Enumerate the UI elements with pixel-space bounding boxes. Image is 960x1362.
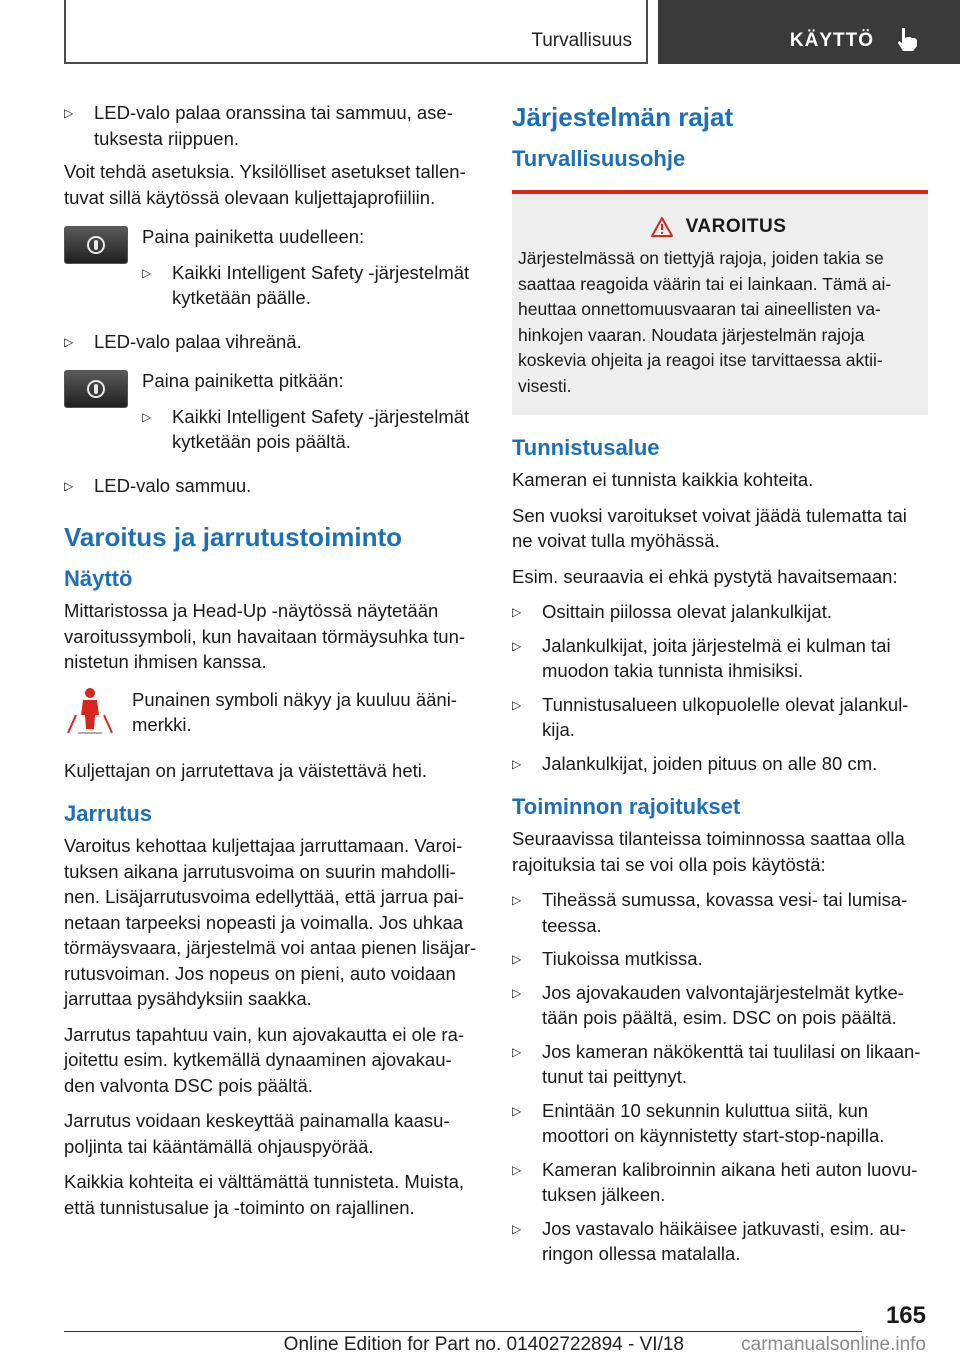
subsection-heading: Näyttö <box>64 566 133 591</box>
bullet-triangle-icon: ▷ <box>64 478 74 493</box>
list-item: ▷ Kaikki Intelligent Safety -järjestelmät kytketään pois päältä. <box>142 405 470 452</box>
warning-text: Järjestelmässä on tiettyjä rajoja, joiden takia se saattaa reagoida väärin tai ei lainkaan. Tämä ai‐heuttaa onnettomuusvaaran tai aineellisten va‐hinkojen vaaran. Noudata järjestelmän rajoja koskevia ohjeita ja reagoi itse tarvittaessa aktii‐visesti. <box>518 248 892 396</box>
bullet-triangle-icon: ▷ <box>64 106 74 120</box>
section-heading: Järjestelmän rajat <box>512 102 734 132</box>
bullet-triangle-icon: ▷ <box>512 638 522 653</box>
warning-title: VAROITUS <box>685 216 787 237</box>
bullet-triangle-icon: ▷ <box>512 697 522 712</box>
bullet-triangle-icon: ▷ <box>142 409 152 424</box>
symbol-explanation <box>64 685 480 748</box>
paragraph: Seuraavissa tilanteissa toiminnossa saattaa olla rajoituksia tai se voi olla pois käytöstä: <box>512 828 905 875</box>
paragraph: Kaikkia kohteita ei välttämättä tunnisteta. Muista, että tunnistusalue ja -toiminto on rajallinen. <box>64 1171 465 1218</box>
list-item: ▷ Jos ajovakauden valvontajärjestelmät kytke‐tään pois päältä, esim. DSC on pois päältä. <box>512 981 904 1028</box>
subsection-heading: Tunnistusalue <box>512 435 660 460</box>
button-instruction <box>64 368 480 463</box>
bullet-triangle-icon: ▷ <box>512 1103 522 1118</box>
bullet-triangle-icon: ▷ <box>512 605 522 619</box>
list-item: ▷ Enintään 10 sekunnin kuluttua siitä, kun moottori on käynnistetty start-stop-napilla. <box>512 1099 885 1146</box>
safety-button-icon <box>64 226 128 264</box>
paragraph: Varoitus kehottaa kuljettajaa jarruttamaan. Varoi‐tuksen aikana jarrutusvoima on suurin mahdolli‐nen. Lisäjarrutusvoima edellyttää, että jarrua pai‐netaan tarpeeksi nopeasti ja voimalla. Jos uhkaa törmäysvaara, järjestelmä voi antaa pienen lisäjar‐rutusvoiman. Jos nopeus on pieni, auto voidaan jarruttaa pysähdyksiin saakka. <box>64 835 477 1009</box>
paragraph: Esim. seuraavia ei ehkä pystytä havaitsemaan: <box>512 565 898 587</box>
list-item: ▷ Jalankulkijat, joita järjestelmä ei kulman tai muodon takia tunnista ihmisiksi. <box>512 634 891 681</box>
list-item: ▷ LED-valo palaa vihreänä. <box>64 329 480 355</box>
list-item: ▷ Kaikki Intelligent Safety -järjestelmät kytketään päälle. <box>142 261 470 308</box>
bullet-triangle-icon: ▷ <box>512 1044 522 1059</box>
list-item: ▷ Osittain piilossa olevat jalankulkijat. <box>512 599 928 625</box>
list-item: ▷ Jos kameran näkökenttä tai tuulilasi on likaan‐tunut tai peittynyt. <box>512 1040 921 1087</box>
warning-box <box>512 190 928 415</box>
page-number: 165 <box>885 1302 926 1329</box>
list-item: ▷ Jos vastavalo häikäisee jatkuvasti, esim. au‐ringon ollessa matalalla. <box>512 1217 907 1264</box>
header-section-tab <box>64 0 648 64</box>
bullet-triangle-icon: ▷ <box>512 1221 522 1236</box>
paragraph: Jarrutus tapahtuu vain, kun ajovakautta ei ole ra‐joitettu esim. kytkemällä dynaaminen ajovakau‐den valvonta DSC pois päältä. <box>64 1023 465 1096</box>
subsection-heading: Toiminnon rajoitukset <box>512 794 741 819</box>
list-item: ▷ Tunnistusalueen ulkopuolelle olevat jalankul‐kija. <box>512 693 909 740</box>
bullet-triangle-icon: ▷ <box>512 1162 522 1177</box>
instruction-text: Paina painiketta uudelleen: <box>142 226 365 247</box>
paragraph: Mittaristossa ja Head-Up -näytössä näytetään varoitussymboli, kun havaitaan törmäysuhka tun‐nistetun ihmisen kanssa. <box>64 600 466 672</box>
paragraph: Sen vuoksi varoitukset voivat jäädä tulematta tai ne voivat tulla myöhässä. <box>512 504 907 551</box>
list-item: ▷ Jalankulkijat, joiden pituus on alle 80 cm. <box>512 751 928 777</box>
bullet-triangle-icon: ▷ <box>512 756 522 771</box>
footer-divider <box>64 1331 862 1332</box>
edition-text: Online Edition for Part no. 01402722894 - VI/18 <box>283 1334 684 1355</box>
pointing-hand-icon <box>894 26 920 52</box>
section-heading: Varoitus ja jarrutustoiminto <box>64 522 403 552</box>
paragraph: Voit tehdä asetuksia. Yksilölliset asetukset tallen‐tuvat sillä käytössä olevaan kuljettajaprofiiliin. <box>64 161 466 208</box>
header-section-label: Turvallisuus <box>531 30 632 51</box>
right-column <box>512 100 928 1275</box>
list-item: ▷ LED-valo sammuu. <box>64 473 480 499</box>
subsection-heading: Jarrutus <box>64 801 153 826</box>
list-item: ▷ Tiheässä sumussa, kovassa vesi- tai lumisa‐teessa. <box>512 889 908 936</box>
pedestrian-warning-icon <box>64 685 116 737</box>
warning-triangle-icon <box>650 216 674 238</box>
bullet-triangle-icon: ▷ <box>512 893 522 907</box>
safety-button-icon <box>64 370 128 408</box>
list-item: ▷ Kameran kalibroinnin aikana heti auton luovu‐tuksen jälkeen. <box>512 1158 918 1205</box>
bullet-triangle-icon: ▷ <box>512 952 522 966</box>
header-chapter-tab <box>658 0 960 64</box>
bullet-triangle-icon: ▷ <box>142 265 152 280</box>
button-instruction <box>64 224 480 319</box>
header-chapter-label: KÄYTTÖ <box>789 30 874 51</box>
left-column <box>64 100 480 1230</box>
list-item: ▷ LED-valo palaa oranssina tai sammuu, ase‐tuksesta riippuen. <box>64 102 453 149</box>
bullet-triangle-icon: ▷ <box>64 334 74 349</box>
paragraph: Kuljettajan on jarrutettava ja väistettävä heti. <box>64 759 428 781</box>
symbol-text: Punainen symboli näkyy ja kuuluu ääni‐merkki. <box>132 688 457 735</box>
list-item: ▷ Tiukoissa mutkissa. <box>512 946 928 972</box>
watermark: carmanualsonline.info <box>741 1334 926 1355</box>
paragraph: Jarrutus voidaan keskeyttää painamalla kaasu‐poljinta tai kääntämällä ohjauspyörää. <box>64 1110 450 1157</box>
instruction-text: Paina painiketta pitkään: <box>142 370 344 391</box>
bullet-triangle-icon: ▷ <box>512 985 522 1000</box>
paragraph: Kameran ei tunnista kaikkia kohteita. <box>512 469 814 490</box>
subsection-heading: Turvallisuusohje <box>512 146 686 171</box>
